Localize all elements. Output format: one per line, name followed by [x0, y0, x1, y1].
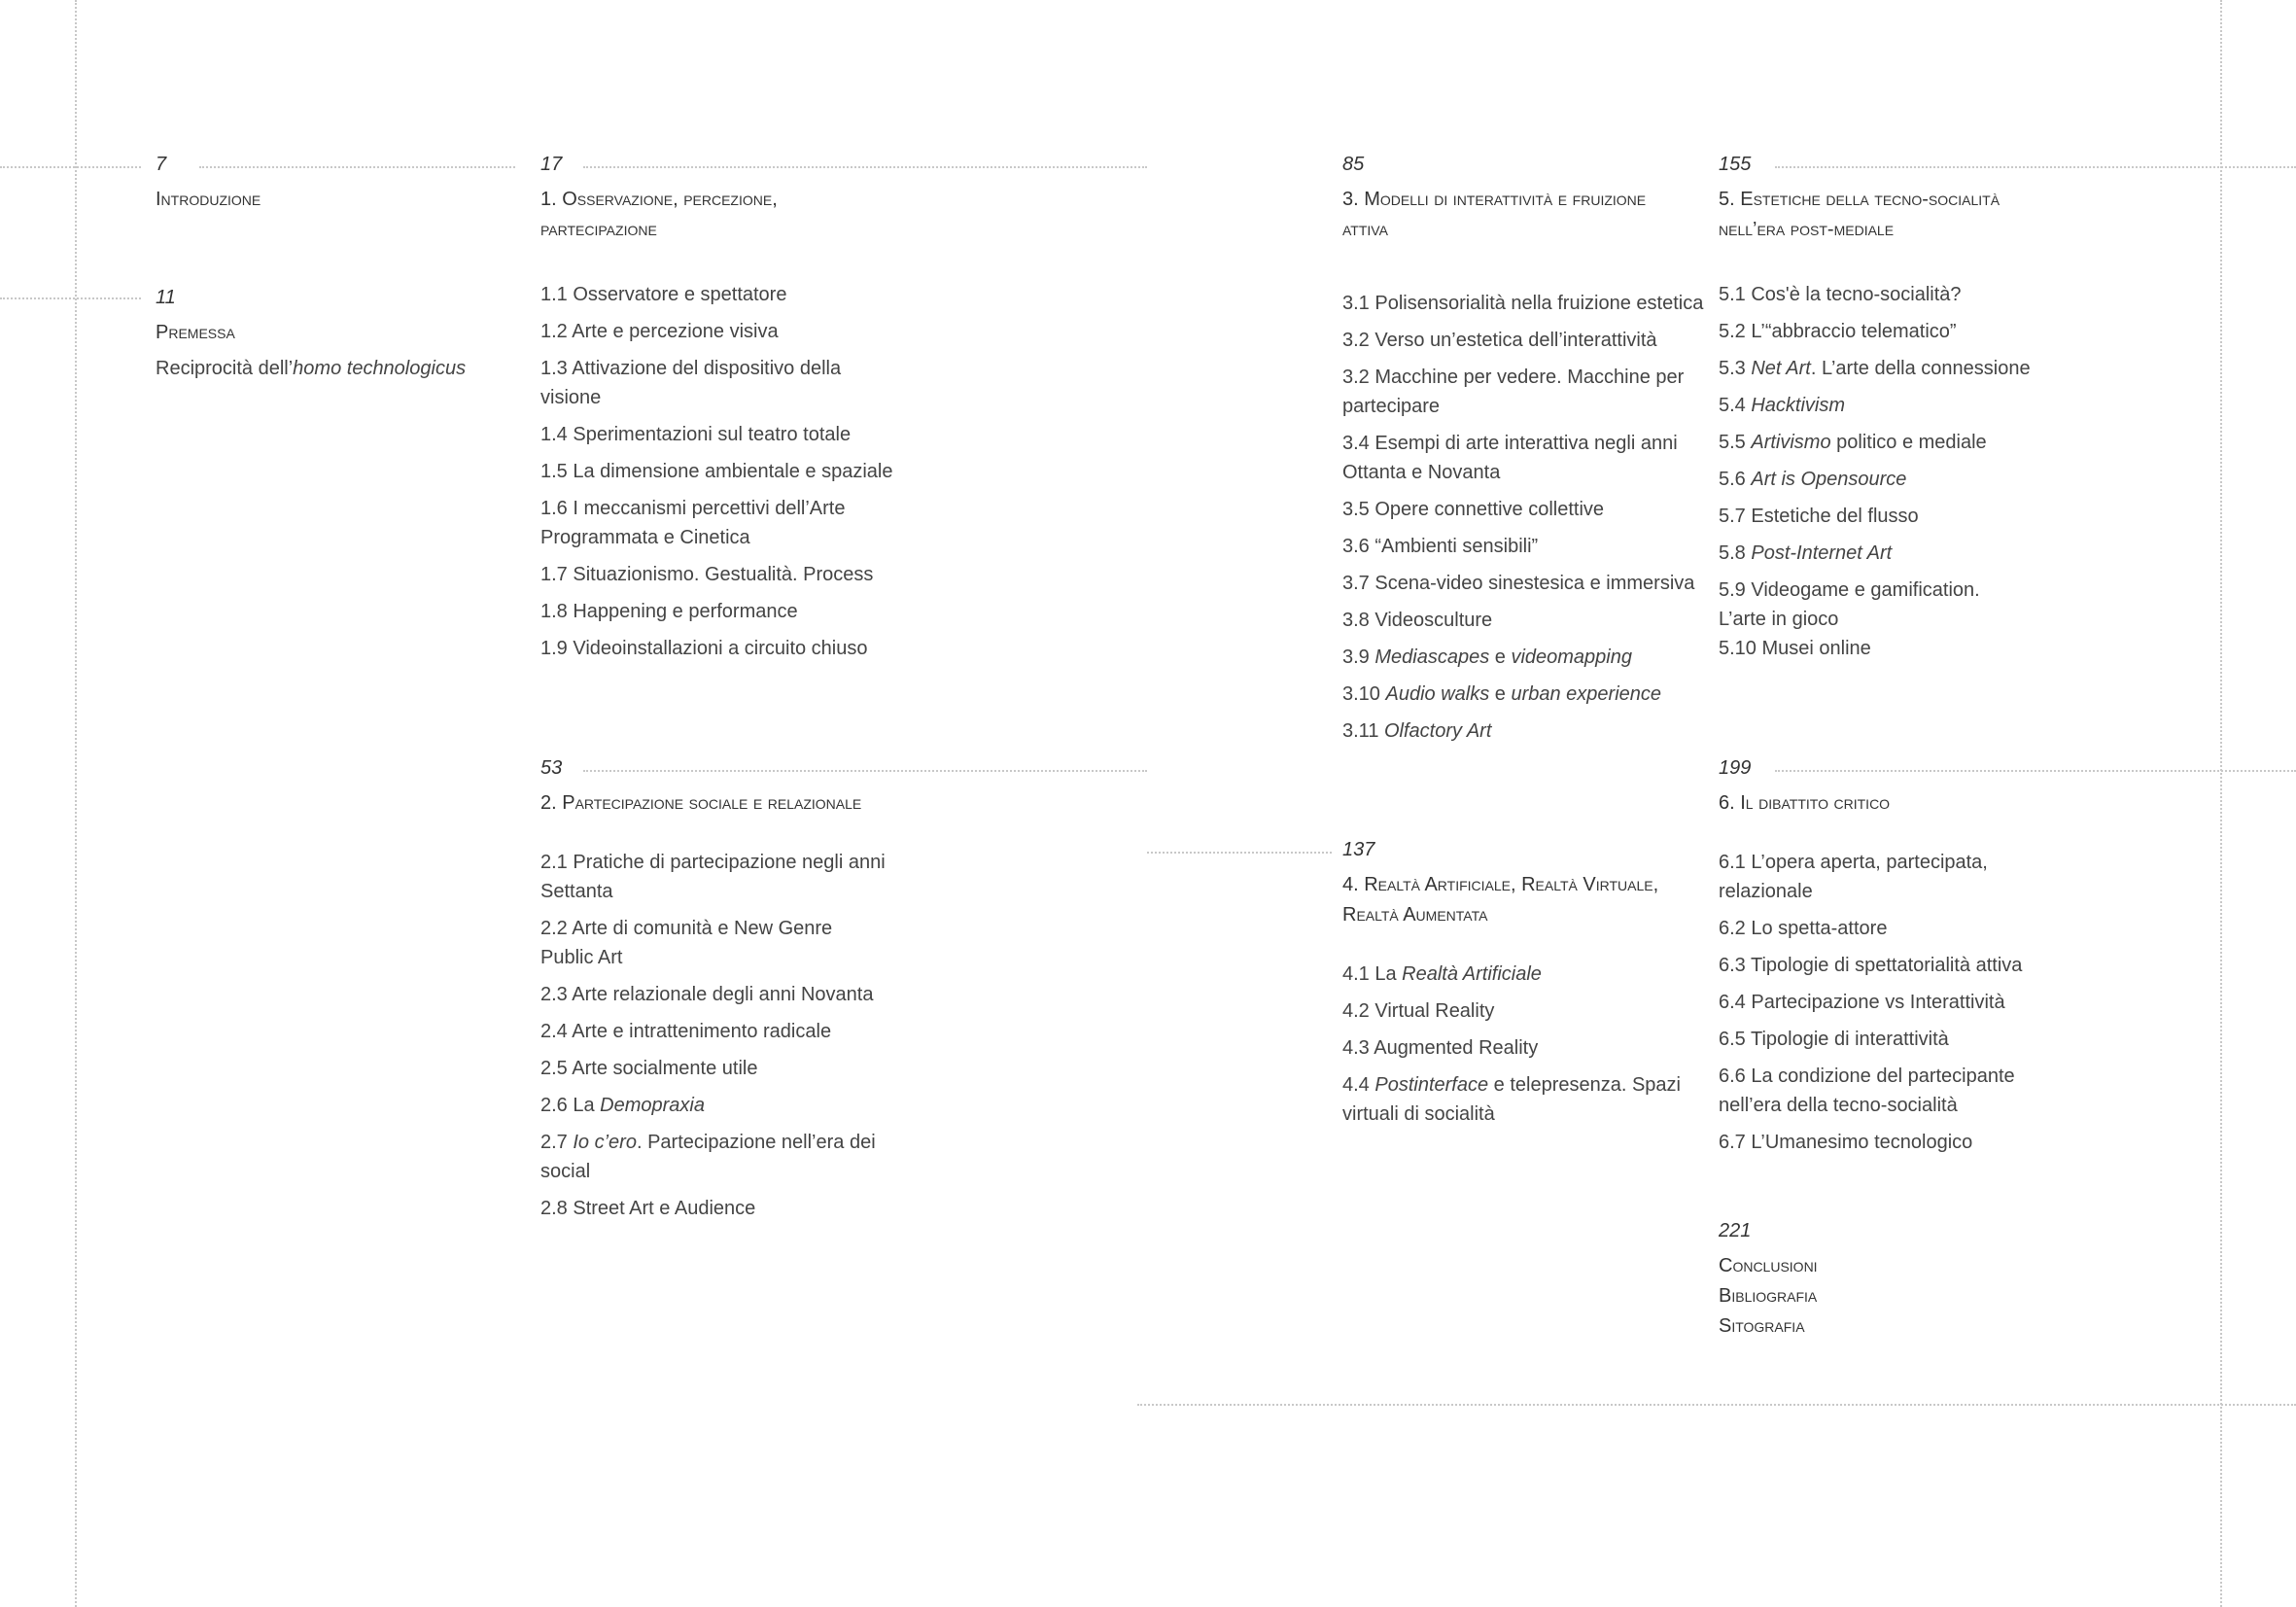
toc-item: 5.9 Videogame e gamification. L’arte in gioco — [1719, 579, 1980, 630]
toc-item: 1.6 I meccanismi percettivi dell’Arte Programmata e Cinetica — [540, 498, 846, 548]
toc-section-premessa — [156, 285, 486, 383]
toc-item: 1.5 La dimensione ambientale e spaziale — [540, 461, 893, 482]
toc-item: 1.2 Arte e percezione visiva — [540, 321, 779, 342]
guide-line — [0, 297, 141, 299]
toc-item: 3.4 Esempi di arte interattiva negli anni Ottanta e Novanta — [1342, 433, 1678, 483]
toc-item: 6.6 La condizione del partecipante nell’era della tecno-socialità — [1719, 1066, 2015, 1116]
chapter-title: 1. Osservazione, percezione, partecipazione — [540, 189, 778, 240]
toc-item: 3.2 Macchine per vedere. Macchine per partecipare — [1342, 367, 1685, 417]
toc-item: 1.7 Situazionismo. Gestualità. Process — [540, 564, 874, 585]
toc-item: 1.1 Osservatore e spettatore — [540, 284, 787, 305]
chapter-items — [1719, 848, 2088, 1157]
toc-item: 5.2 L’“abbraccio telematico” — [1719, 321, 1957, 342]
toc-item: 5.7 Estetiche del flusso — [1719, 506, 1919, 527]
chapter-title: 3. Modelli di interattività e fruizione attiva — [1342, 189, 1647, 240]
toc-item: 5.3 Net Art. L’arte della connessione — [1719, 358, 2031, 379]
toc-item: 4.4 Postinterface e telepresenza. Spazi virtuali di socialità — [1342, 1074, 1681, 1125]
toc-item: 3.2 Verso un’estetica dell’interattività — [1342, 330, 1657, 351]
toc-chapter-2 — [540, 755, 910, 1231]
toc-item: 6.7 L’Umanesimo tecnologico — [1719, 1132, 1973, 1153]
toc-item: 3.9 Mediascapes e videomapping — [1342, 646, 1632, 668]
guide-line — [1137, 1404, 2296, 1406]
chapter-items — [1342, 960, 1712, 1129]
toc-chapter-4 — [1342, 837, 1712, 1136]
toc-item: 1.9 Videoinstallazioni a circuito chiuso — [540, 638, 868, 659]
toc-item: 1.4 Sperimentazioni sul teatro totale — [540, 424, 852, 445]
toc-chapter-5 — [1719, 152, 2088, 671]
chapter-items — [540, 848, 910, 1223]
toc-item: 5.1 Cos'è la tecno-socialità? — [1719, 284, 1962, 305]
toc-item: 3.5 Opere connettive collettive — [1342, 499, 1605, 520]
toc-item: 2.6 La Demopraxia — [540, 1095, 705, 1116]
section-titles: Conclusioni Bibliografia Sitografia — [1719, 1255, 1818, 1337]
page-number: 85 — [1342, 154, 1365, 175]
page-number: 11 — [156, 287, 176, 308]
toc-item: 2.4 Arte e intrattenimento radicale — [540, 1021, 832, 1042]
toc-item: 4.3 Augmented Reality — [1342, 1037, 1539, 1059]
toc-item: 2.8 Street Art e Audience — [540, 1198, 756, 1219]
toc-section-introduzione — [156, 152, 486, 215]
toc-item: 2.3 Arte relazionale degli anni Novanta — [540, 984, 874, 1005]
section-title: Premessa — [156, 322, 235, 343]
guide-line — [0, 166, 141, 168]
toc-item: 5.5 Artivismo politico e mediale — [1719, 432, 1987, 453]
page-number: 155 — [1719, 154, 1752, 175]
toc-item: 3.10 Audio walks e urban experience — [1342, 683, 1662, 705]
toc-item: 6.4 Partecipazione vs Interattività — [1719, 992, 2005, 1013]
toc-item: 1.3 Attivazione del dispositivo della visione — [540, 358, 842, 408]
toc-item: 5.6 Art is Opensource — [1719, 469, 1907, 490]
toc-item: 6.5 Tipologie di interattività — [1719, 1029, 1949, 1050]
page-number: 199 — [1719, 757, 1752, 779]
toc-item: 2.1 Pratiche di partecipazione negli anni Settanta — [540, 852, 886, 902]
chapter-title: 4. Realtà Artificiale, Realtà Virtuale, Realtà Aumentata — [1342, 874, 1659, 926]
toc-item: 3.8 Videosculture — [1342, 610, 1493, 631]
page-number: 137 — [1342, 839, 1375, 860]
toc-chapter-1 — [540, 152, 910, 671]
toc-item: 3.6 “Ambienti sensibili” — [1342, 536, 1539, 557]
chapter-title: 6. Il dibattito critico — [1719, 792, 1891, 814]
toc-chapter-3 — [1342, 152, 1712, 753]
toc-item: 1.8 Happening e performance — [540, 601, 798, 622]
toc-item: 3.7 Scena-video sinestesica e immersiva — [1342, 573, 1695, 594]
toc-item: 3.11 Olfactory Art — [1342, 720, 1492, 742]
toc-item: 5.4 Hacktivism — [1719, 395, 1846, 416]
guide-line — [1147, 852, 1332, 854]
chapter-title: 5. Estetiche della tecno-socialità nell’era post-mediale — [1719, 189, 2000, 240]
guide-line-left — [75, 0, 77, 1607]
toc-item: 2.2 Arte di comunità e New Genre Public Art — [540, 918, 833, 968]
toc-item: 5.10 Musei online — [1719, 638, 1871, 659]
section-title: Introduzione — [156, 189, 261, 210]
toc-item: 4.2 Virtual Reality — [1342, 1000, 1495, 1022]
toc-item: 6.1 L’opera aperta, partecipata, relazionale — [1719, 852, 1988, 902]
chapter-items — [540, 280, 910, 663]
toc-item: 5.8 Post-Internet Art — [1719, 542, 1893, 564]
page-number: 7 — [156, 154, 167, 175]
chapter-items — [1719, 280, 2088, 663]
chapter-title: 2. Partecipazione sociale e relazionale — [540, 792, 862, 814]
toc-section-conclusioni — [1719, 1218, 2088, 1342]
page-number: 221 — [1719, 1220, 1752, 1241]
toc-item: 4.1 La Realtà Artificiale — [1342, 963, 1542, 985]
toc-item: 2.7 Io c’ero. Partecipazione nell’era dei social — [540, 1132, 876, 1182]
guide-line-right — [2220, 0, 2222, 1607]
toc-chapter-6 — [1719, 755, 2088, 1165]
page-number: 53 — [540, 757, 563, 779]
chapter-items — [1342, 289, 1712, 746]
toc-item: 6.2 Lo spetta-attore — [1719, 918, 1888, 939]
toc-item: 6.3 Tipologie di spettatorialità attiva — [1719, 955, 2023, 976]
section-subtitle: Reciprocità dell’homo technologicus — [156, 358, 467, 379]
toc-item: 2.5 Arte socialmente utile — [540, 1058, 758, 1079]
toc-item: 3.1 Polisensorialità nella fruizione estetica — [1342, 293, 1704, 314]
page-number: 17 — [540, 154, 563, 175]
